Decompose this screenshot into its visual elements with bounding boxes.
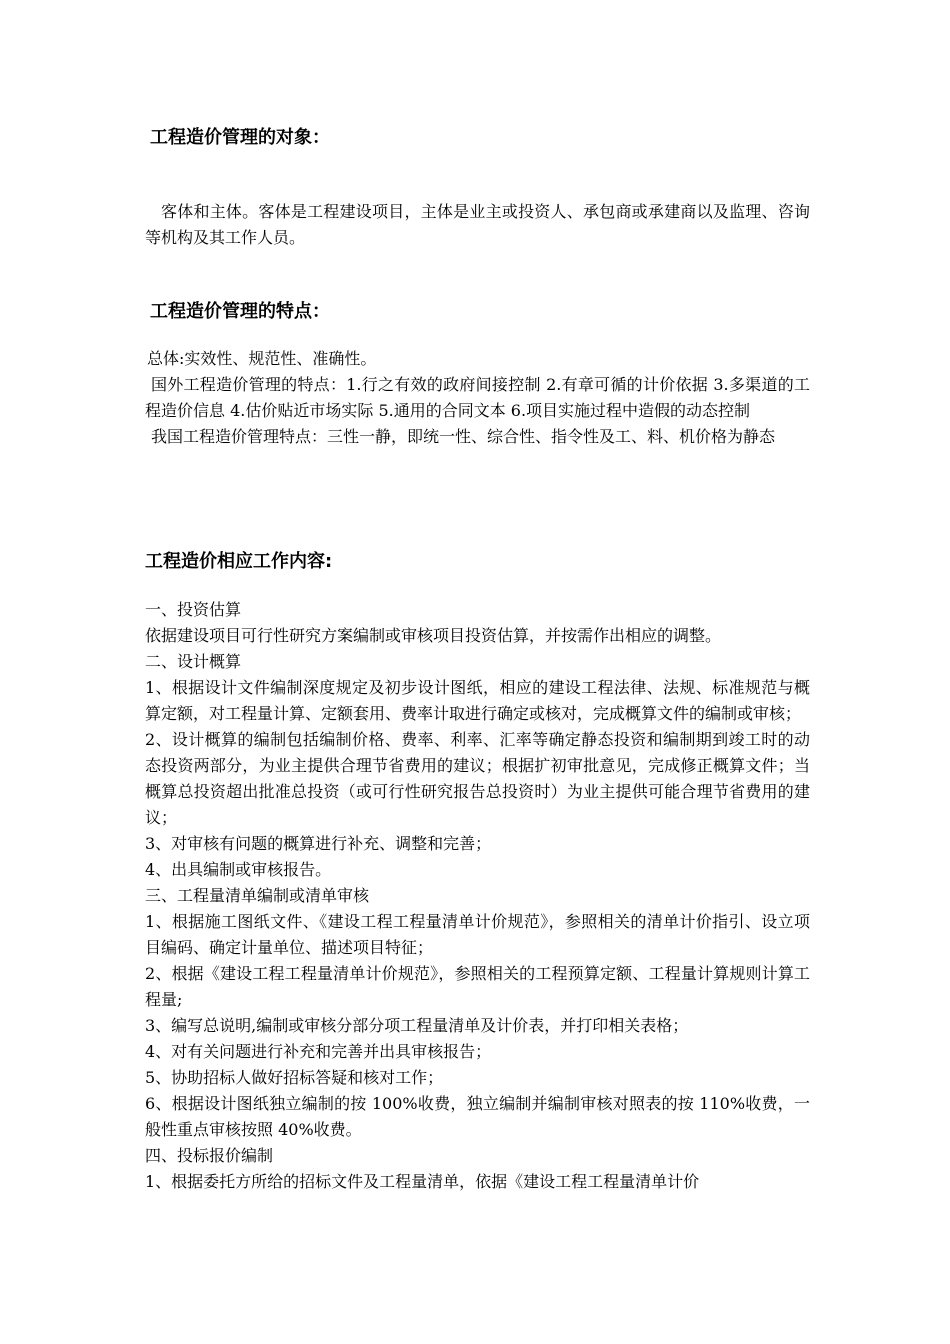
list-item: 4、对有关问题进行补充和完善并出具审核报告； [145, 1042, 492, 1061]
list-item: 2、根据《建设工程工程量清单计价规范》，参照相关的工程预算定额、工程量计算规则计算工程量; [145, 964, 810, 1009]
list-item: 1、根据施工图纸文件、《建设工程工程量清单计价规范》，参照相关的清单计价指引、设立项目编码、确定计量单位、描述项目特征； [145, 912, 810, 957]
paragraph: 客体和主体。客体是工程建设项目，主体是业主或投资人、承包商或承建商以及监理、咨询等机构及其工作人员。 [145, 202, 810, 247]
heading-work: 工程造价相应工作内容: [145, 551, 333, 572]
paragraph: 我国工程造价管理特点：三性一静，即统一性、综合性、指令性及工、料、机价格为静态 [151, 427, 776, 446]
heading-features: 工程造价管理的特点： [150, 301, 330, 322]
list-item: 1、根据委托方所给的招标文件及工程量清单，依据《建设工程工程量清单计价 [145, 1172, 700, 1191]
paragraph: 总体:实效性、规范性、准确性。 [147, 349, 377, 368]
work-body [145, 597, 810, 1195]
list-heading: 一、投资估算 [145, 600, 242, 619]
paragraph: 国外工程造价管理的特点：1.行之有效的政府间接控制 2.有章可循的计价依据 3.多渠道的工程造价信息 4.估价贴近市场实际 5.通用的合同文本 6.项目实施过程中造假的动态控制 [145, 375, 810, 420]
list-item: 2、设计概算的编制包括编制价格、费率、利率、汇率等确定静态投资和编制期到竣工时的动态投资两部分，为业主提供合理节省费用的建议；根据扩初审批意见，完成修正概算文件；当概算总投资超出批准总投资（或可行性研究报告总投资时）为业主提供可能合理节省费用的建议； [145, 730, 810, 827]
paragraph: 依据建设项目可行性研究方案编制或审核项目投资估算，并按需作出相应的调整。 [145, 626, 722, 645]
list-item: 1、根据设计文件编制深度规定及初步设计图纸，相应的建设工程法律、法规、标准规范与概算定额，对工程量计算、定额套用、费率计取进行确定或核对，完成概算文件的编制或审核； [145, 678, 810, 723]
features-body [145, 346, 810, 450]
list-item: 3、对审核有问题的概算进行补充、调整和完善； [145, 834, 492, 853]
list-item: 3、编写总说明,编制或审核分部分项工程量清单及计价表，并打印相关表格； [145, 1016, 689, 1035]
list-item: 4、出具编制或审核报告。 [145, 860, 332, 879]
list-heading: 二、设计概算 [145, 652, 242, 671]
objects-body [145, 199, 810, 251]
list-heading: 三、工程量清单编制或清单审核 [145, 886, 370, 905]
list-item: 6、根据设计图纸独立编制的按 100%收费，独立编制并编制审核对照表的按 110%收费，一般性重点审核按照 40%收费。 [145, 1094, 810, 1139]
list-heading: 四、投标报价编制 [145, 1146, 274, 1165]
heading-objects: 工程造价管理的对象： [150, 127, 330, 148]
list-item: 5、协助招标人做好招标答疑和核对工作； [145, 1068, 444, 1087]
